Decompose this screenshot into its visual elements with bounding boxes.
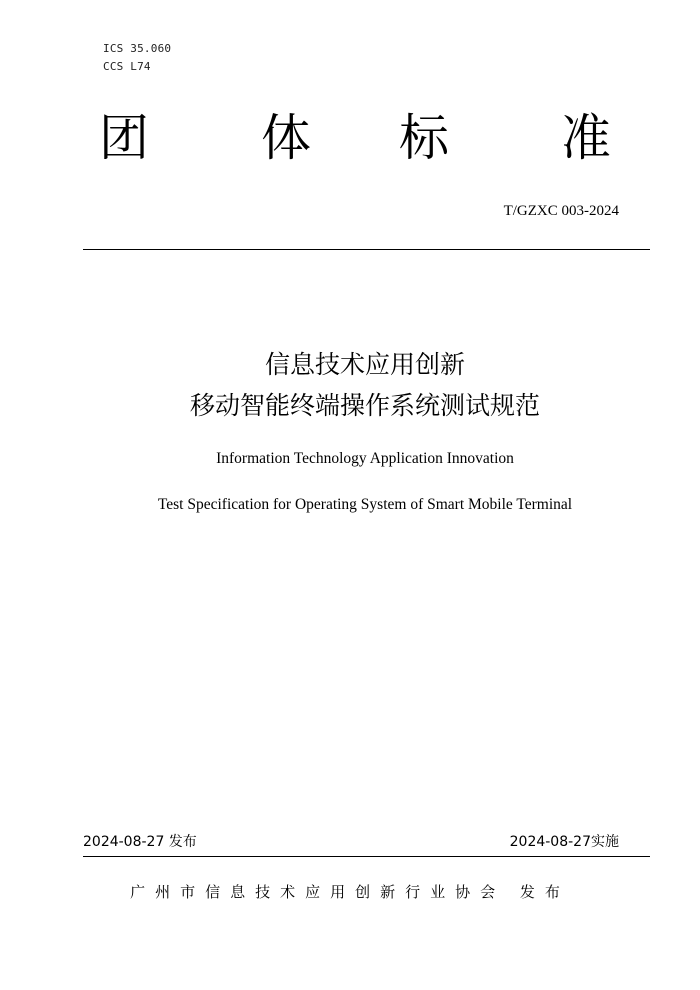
- standard-type-char-3: 标: [399, 109, 449, 167]
- header-divider: [83, 249, 650, 250]
- standard-type-char-2: 体: [261, 109, 311, 167]
- title-en-line2: Test Specification for Operating System of Smart Mobile Terminal: [157, 496, 573, 513]
- ics-code: ICS 35.060: [103, 42, 172, 55]
- title-cn-line2: 移动智能终端操作系统测试规范: [189, 391, 540, 420]
- title-en-line1: Information Technology Application Innovation: [216, 450, 514, 467]
- ccs-code: CCS L74: [103, 60, 151, 73]
- standard-type-char-4: 准: [561, 109, 611, 167]
- standard-type-char-1: 团: [99, 109, 149, 167]
- footer-divider: [83, 856, 650, 857]
- effective-date: 2024-08-27实施: [509, 834, 619, 850]
- title-cn-line1: 信息技术应用创新: [264, 350, 465, 379]
- standard-code: T/GZXC 003-2024: [503, 203, 619, 219]
- publish-date: 2024-08-27 发布: [83, 834, 197, 850]
- publisher: 广州市信息技术应用创新行业协会 发布: [130, 883, 570, 901]
